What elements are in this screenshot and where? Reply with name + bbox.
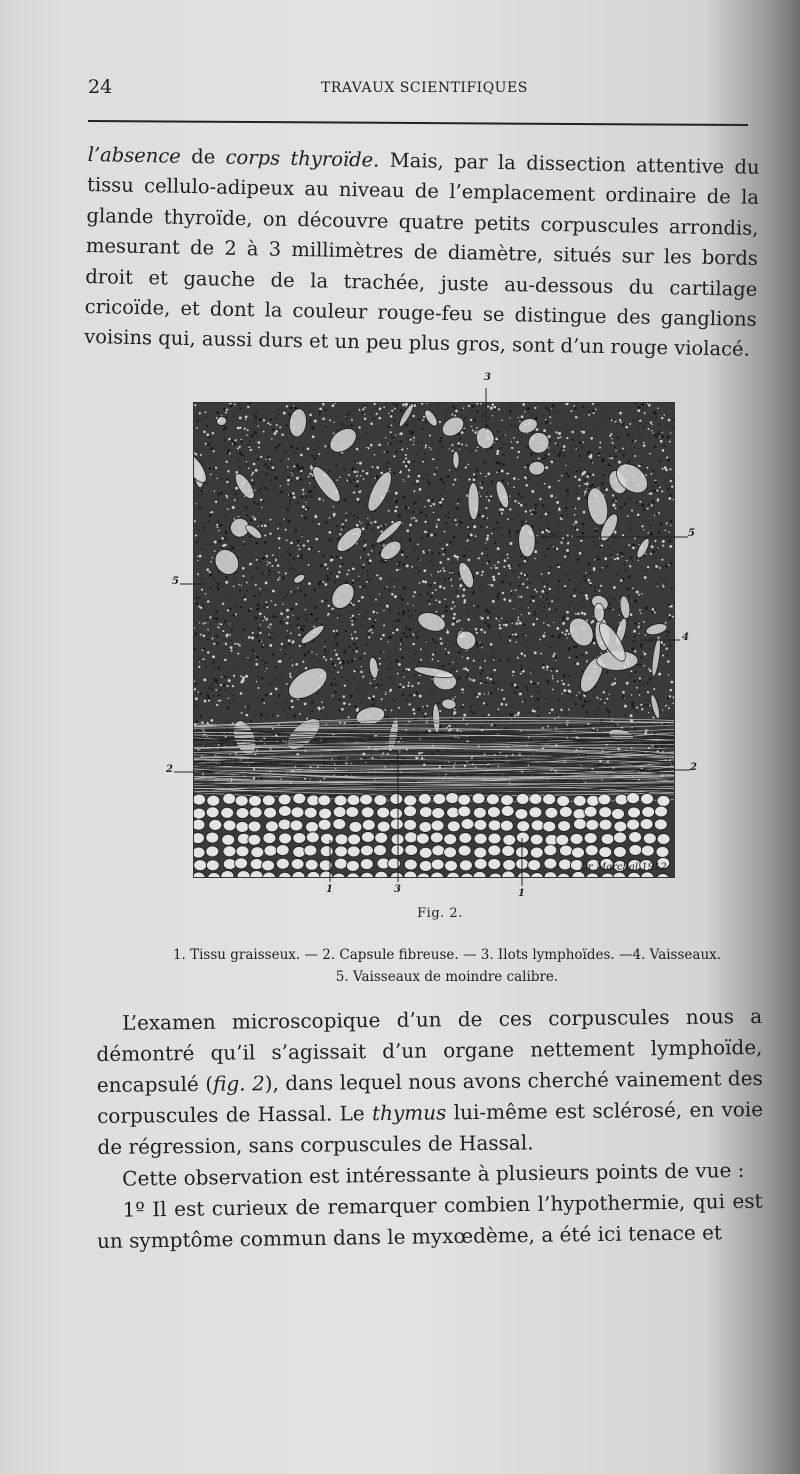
- callout-2-right: 2: [690, 762, 697, 773]
- legend-line-2: 5. Vaisseaux de moindre calibre.: [335, 969, 559, 985]
- paragraph-1-text: . Mais, par la dissection attentive du tissu cellulo-adipeux au niveau de l’emplacement ordinaire de la glande thyroïde, on découvre quatre petits corpuscules arrondis, mesurant de 2 à 3 millimètres de diamètre, situés sur les bords droit et gauche de la trachée, juste au-dessous du cartilage cricoïde, et dont la couleur rouge-feu se distingue des ganglions voisins qui, aussi durs et un peu plus gros, sont d’un rouge violacé.: [83, 148, 760, 362]
- callout-5-left: 5: [172, 576, 179, 587]
- figure-legend: [122, 944, 772, 988]
- italic-corps-thyroide: corps thyroïde: [225, 145, 374, 172]
- text-de: de: [180, 144, 226, 169]
- callout-1-left: 1: [326, 884, 333, 895]
- italic-absence: l’absence: [87, 142, 182, 168]
- italic-thymus: thymus: [371, 1100, 447, 1126]
- paragraph-3: [96, 1155, 763, 1257]
- figure-reference: fig. 2: [212, 1071, 265, 1096]
- callout-3-top: 3: [484, 372, 491, 383]
- figure-title: Fig. 2.: [417, 906, 463, 921]
- page-number: 24: [88, 76, 113, 98]
- callout-5-right: 5: [688, 528, 695, 539]
- paragraph-2: [96, 1001, 764, 1163]
- callout-3-bottom: 3: [394, 884, 401, 895]
- paragraph-2-text-b: ), dans lequel nous avons cherché vainement des corpuscules de Hassal. Le: [97, 1066, 763, 1128]
- paragraph-2-text-c: lui-même est sclérosé, en voie de régression, sans corpuscules de Hassal.: [97, 1097, 764, 1159]
- engraver-signature: Dr Marchal 1912: [580, 862, 667, 873]
- running-title: TRAVAUX SCIENTIFIQUES: [321, 80, 528, 96]
- paragraph-2-text-a: L’examen microscopique d’un de ces corpuscules nous a démontré qu’il s’agissait d’un organe nettement lymphoïde, encapsulé (: [96, 1004, 763, 1097]
- callout-4-right: 4: [682, 632, 689, 643]
- callout-1-right: 1: [518, 888, 525, 899]
- callout-2-left: 2: [166, 764, 173, 775]
- legend-line-1: 1. Tissu graisseux. — 2. Capsule fibreuse. — 3. Ilots lymphoïdes. —4. Vaisseaux.: [172, 947, 722, 963]
- paragraph-3-line-1: Cette observation est intéressante à plusieurs points de vue :: [122, 1157, 745, 1191]
- paragraph-3-line-2: 1º Il est curieux de remarquer combien l’hypothermie, qui est un symptôme commun dans le myxœdème, a été ici tenace et: [96, 1188, 763, 1253]
